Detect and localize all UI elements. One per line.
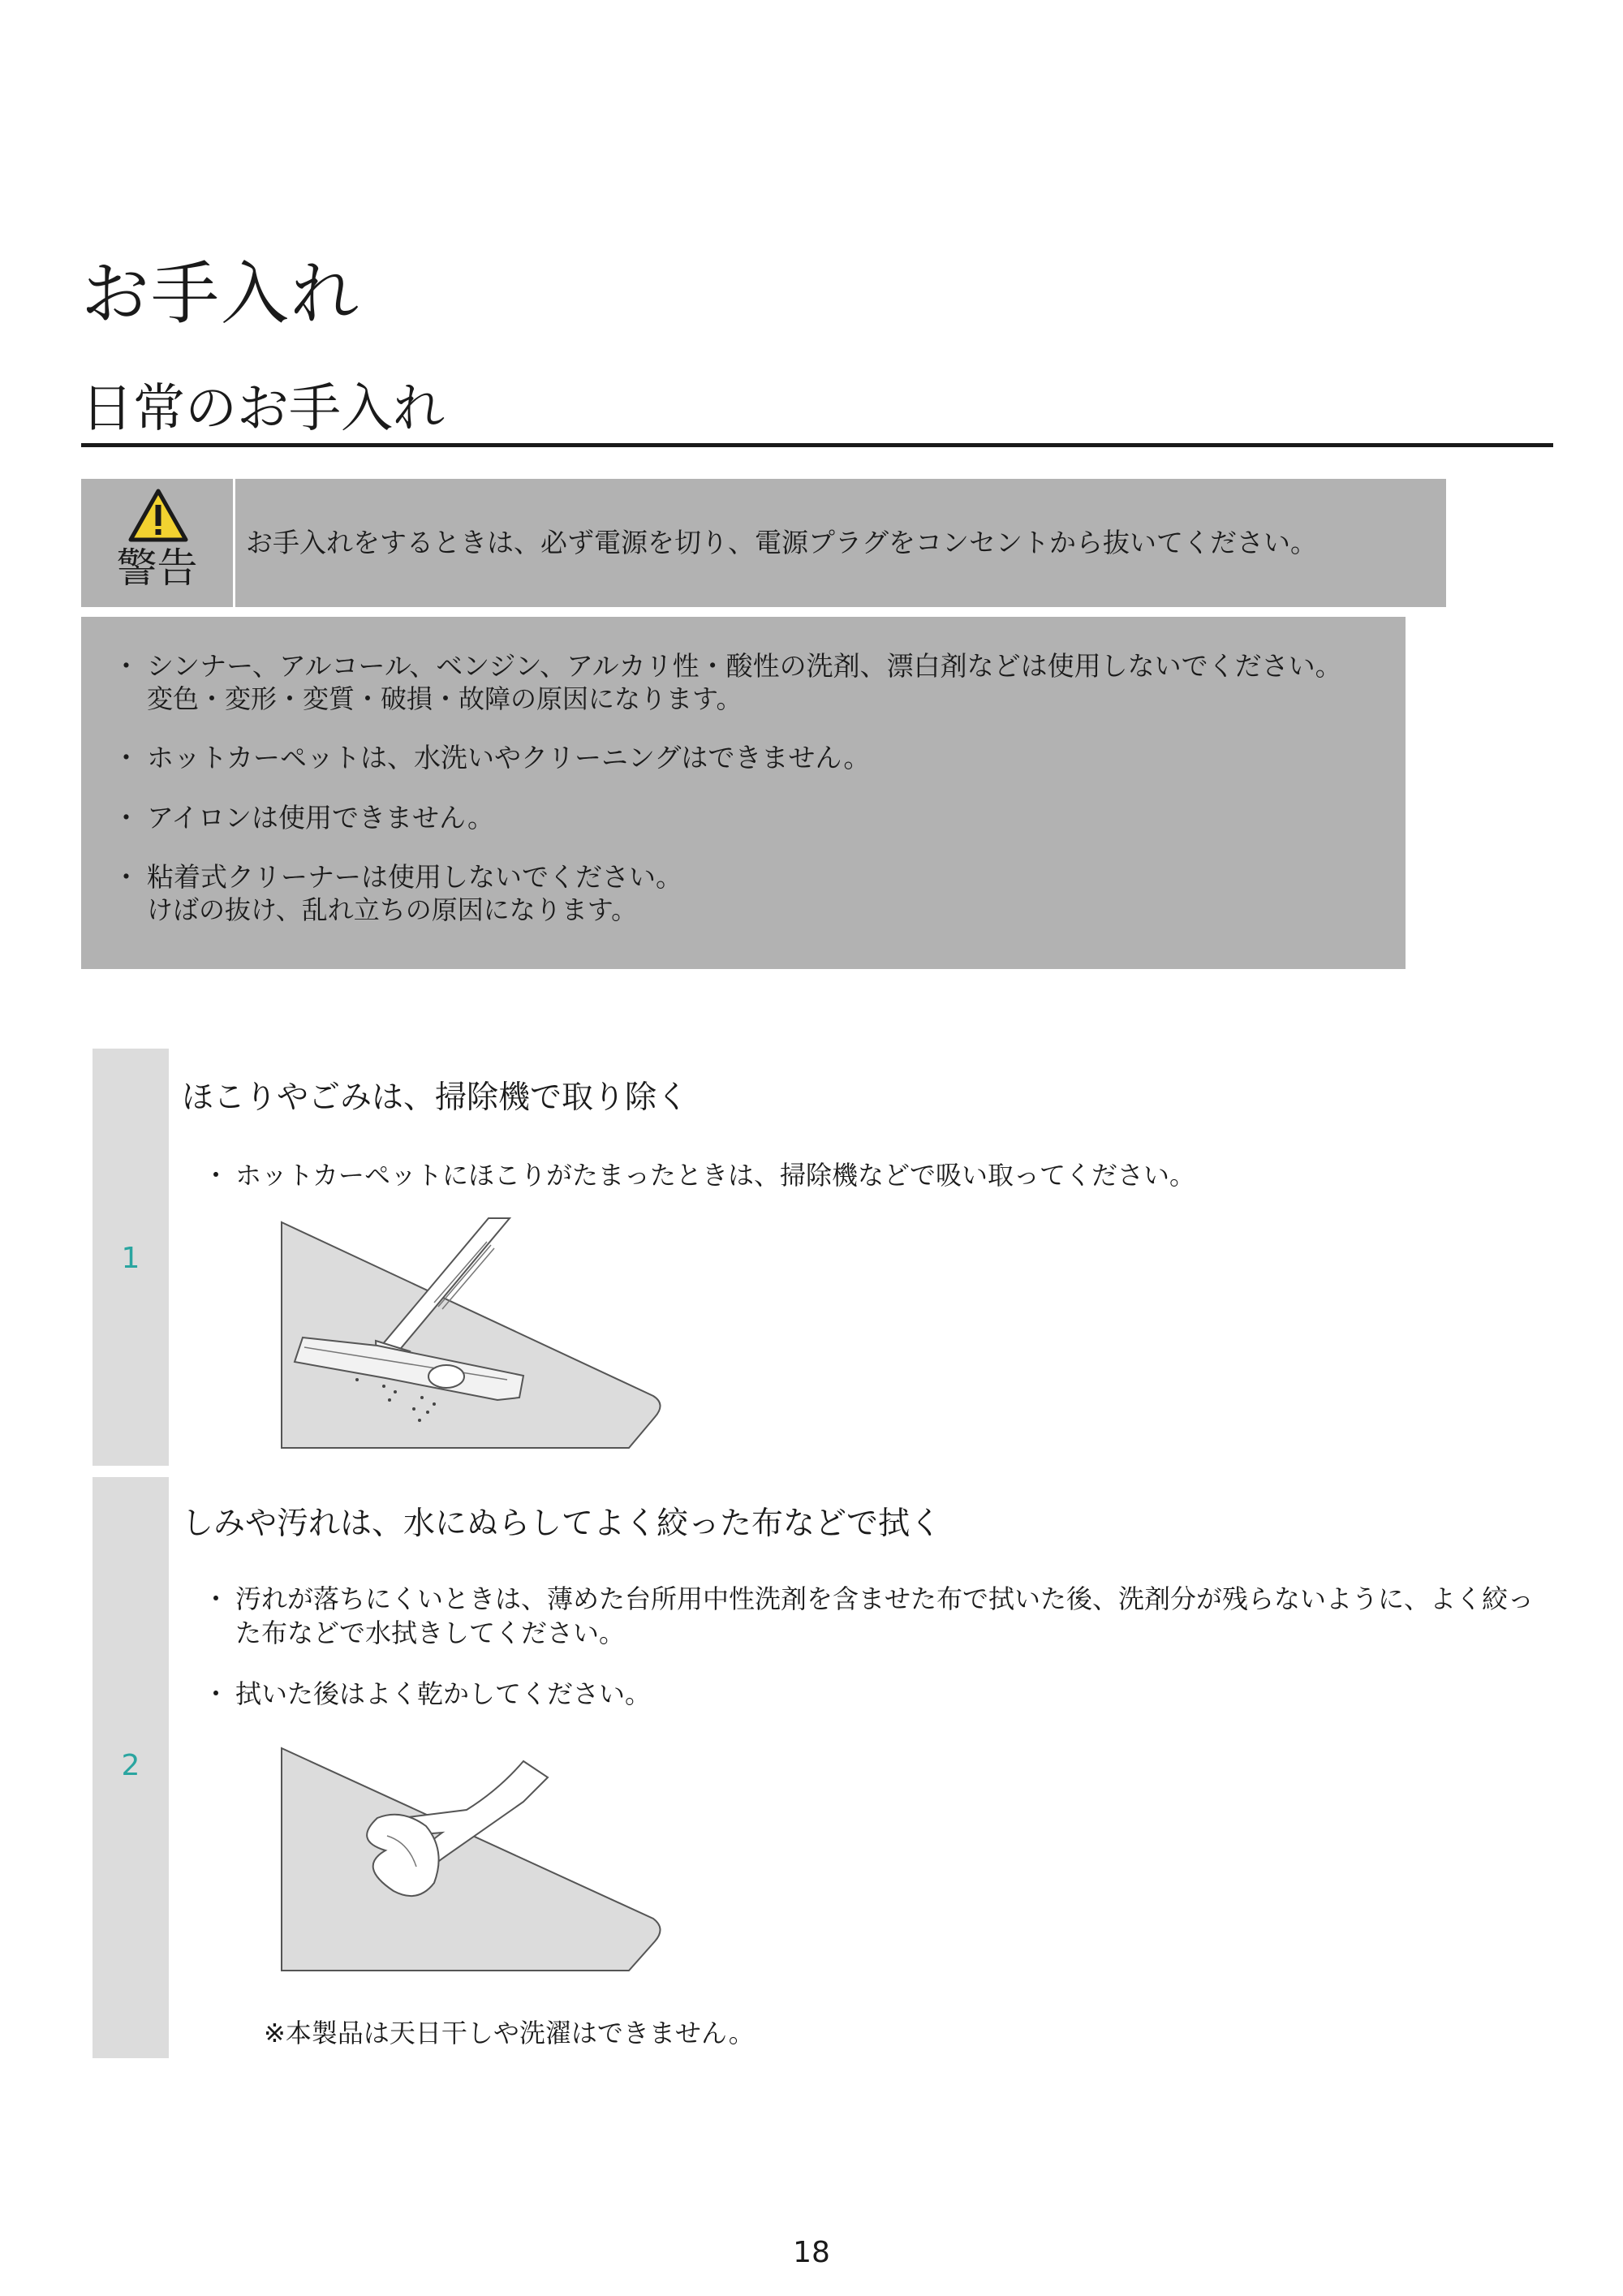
step-2-bullet: ・ 汚れが落ちにくいときは、薄めた台所用中性洗剤を含ませた布で拭いた後、洗剤分が残らないように、よく絞った布などで水拭きしてください。: [203, 1583, 1542, 1650]
warning-text: お手入れをするときは、必ず電源を切り、電源プラグをコンセントから抜いてください。: [246, 527, 1317, 558]
vacuum-cleaning-illustration: [280, 1217, 669, 1449]
caution-item: [118, 801, 1384, 834]
step-1-title: ほこりやごみは、掃除機で取り除く: [182, 1079, 689, 1116]
caution-text: アイロンは使用できません。: [147, 801, 495, 834]
step-2-title: しみや汚れは、水にぬらしてよく絞った布などで拭く: [182, 1506, 942, 1542]
step-1-bullets: [203, 1159, 1542, 1221]
wiping-cloth-illustration: [280, 1745, 669, 1972]
warning-triangle-icon: [128, 489, 188, 542]
caution-list: [118, 649, 1384, 952]
caution-note: けばの抜け、乱れ立ちの原因になります。: [147, 894, 638, 925]
section-divider: [81, 443, 1553, 447]
caution-item: [118, 741, 1384, 774]
step-1-bullet: ・ ホットカーペットにほこりがたまったときは、掃除機などで吸い取ってください。: [203, 1159, 1542, 1193]
step-2-bullets: [203, 1583, 1542, 1739]
page-number: 18: [793, 2236, 830, 2269]
caution-item: [118, 649, 1384, 715]
caution-text: 粘着式クリーナーは使用しないでください。: [147, 860, 682, 893]
caution-item: [118, 860, 1384, 926]
step-1-number: 1: [121, 1242, 140, 1275]
page-title: お手入れ: [81, 254, 361, 334]
step-2-footnote: ※本製品は天日干しや洗濯はできません。: [264, 2018, 755, 2048]
step-2-bullet: ・ 拭いた後はよく乾かしてください。: [203, 1678, 1542, 1712]
warning-divider: [233, 479, 235, 607]
warning-icon-area: [81, 479, 233, 607]
section-title: 日常のお手入れ: [81, 379, 445, 439]
step-2-number: 2: [121, 1749, 140, 1782]
caution-note: 変色・変形・変質・破損・故障の原因になります。: [147, 683, 743, 715]
caution-text: ホットカーペットは、水洗いやクリーニングはできません。: [147, 742, 871, 774]
warning-label: 警告: [116, 545, 198, 592]
caution-text: シンナー、アルコール、ベンジン、アルカリ性・酸性の洗剤、漂白剤などは使用しないでください。: [147, 650, 1342, 682]
